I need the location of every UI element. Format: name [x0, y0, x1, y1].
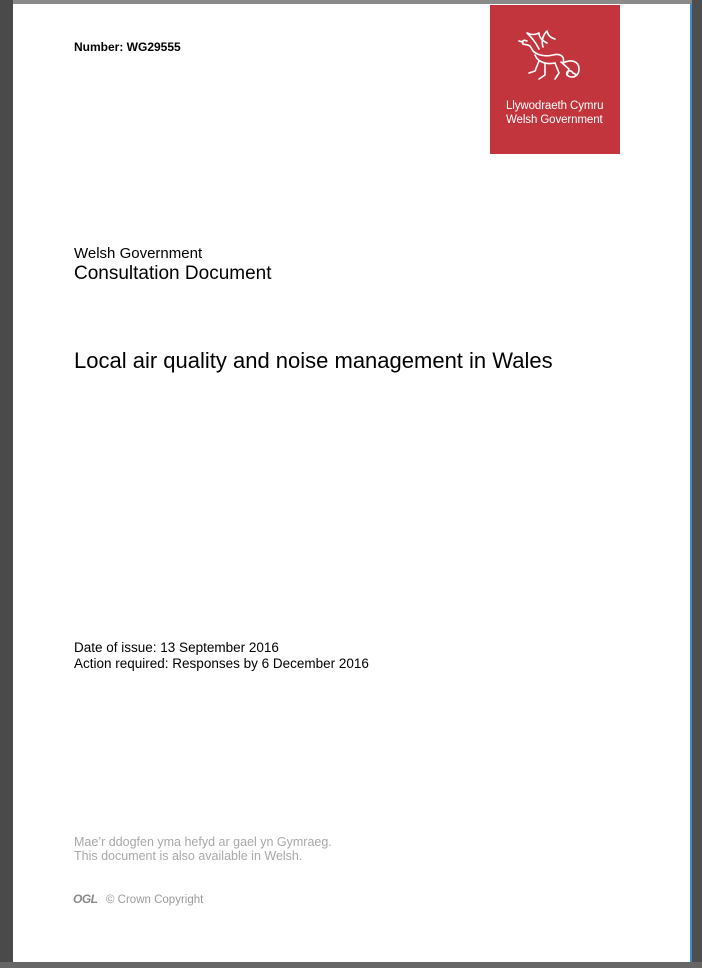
language-availability-note [74, 835, 332, 863]
viewer-right-margin [692, 0, 702, 968]
welsh-dragon-icon [517, 29, 587, 89]
crown-copyright: © Crown Copyright [106, 894, 204, 906]
viewer-left-margin [0, 0, 13, 968]
date-of-issue: Date of issue: 13 September 2016 [74, 640, 279, 655]
viewer-bottom-edge [0, 962, 702, 968]
welsh-availability-en: This document is also available in Welsh. [74, 849, 303, 863]
action-required: Action required: Responses by 6 December 2016 [74, 656, 369, 671]
logo-text-english: Welsh Government [506, 114, 603, 126]
document-page [13, 4, 690, 962]
ogl-logo: OGL [73, 892, 98, 906]
welsh-government-logo [490, 5, 620, 154]
document-type: Consultation Document [74, 263, 272, 284]
welsh-availability-cy: Mae’r ddogfen yma hefyd ar gael yn Gymraeg. [74, 835, 332, 849]
document-number: Number: WG29555 [74, 40, 181, 54]
logo-text-welsh: Llywodraeth Cymru [506, 100, 604, 112]
organisation-name: Welsh Government [74, 245, 203, 262]
document-title: Local air quality and noise management in Wales [74, 348, 553, 373]
viewer-scroll-accent [690, 4, 692, 962]
